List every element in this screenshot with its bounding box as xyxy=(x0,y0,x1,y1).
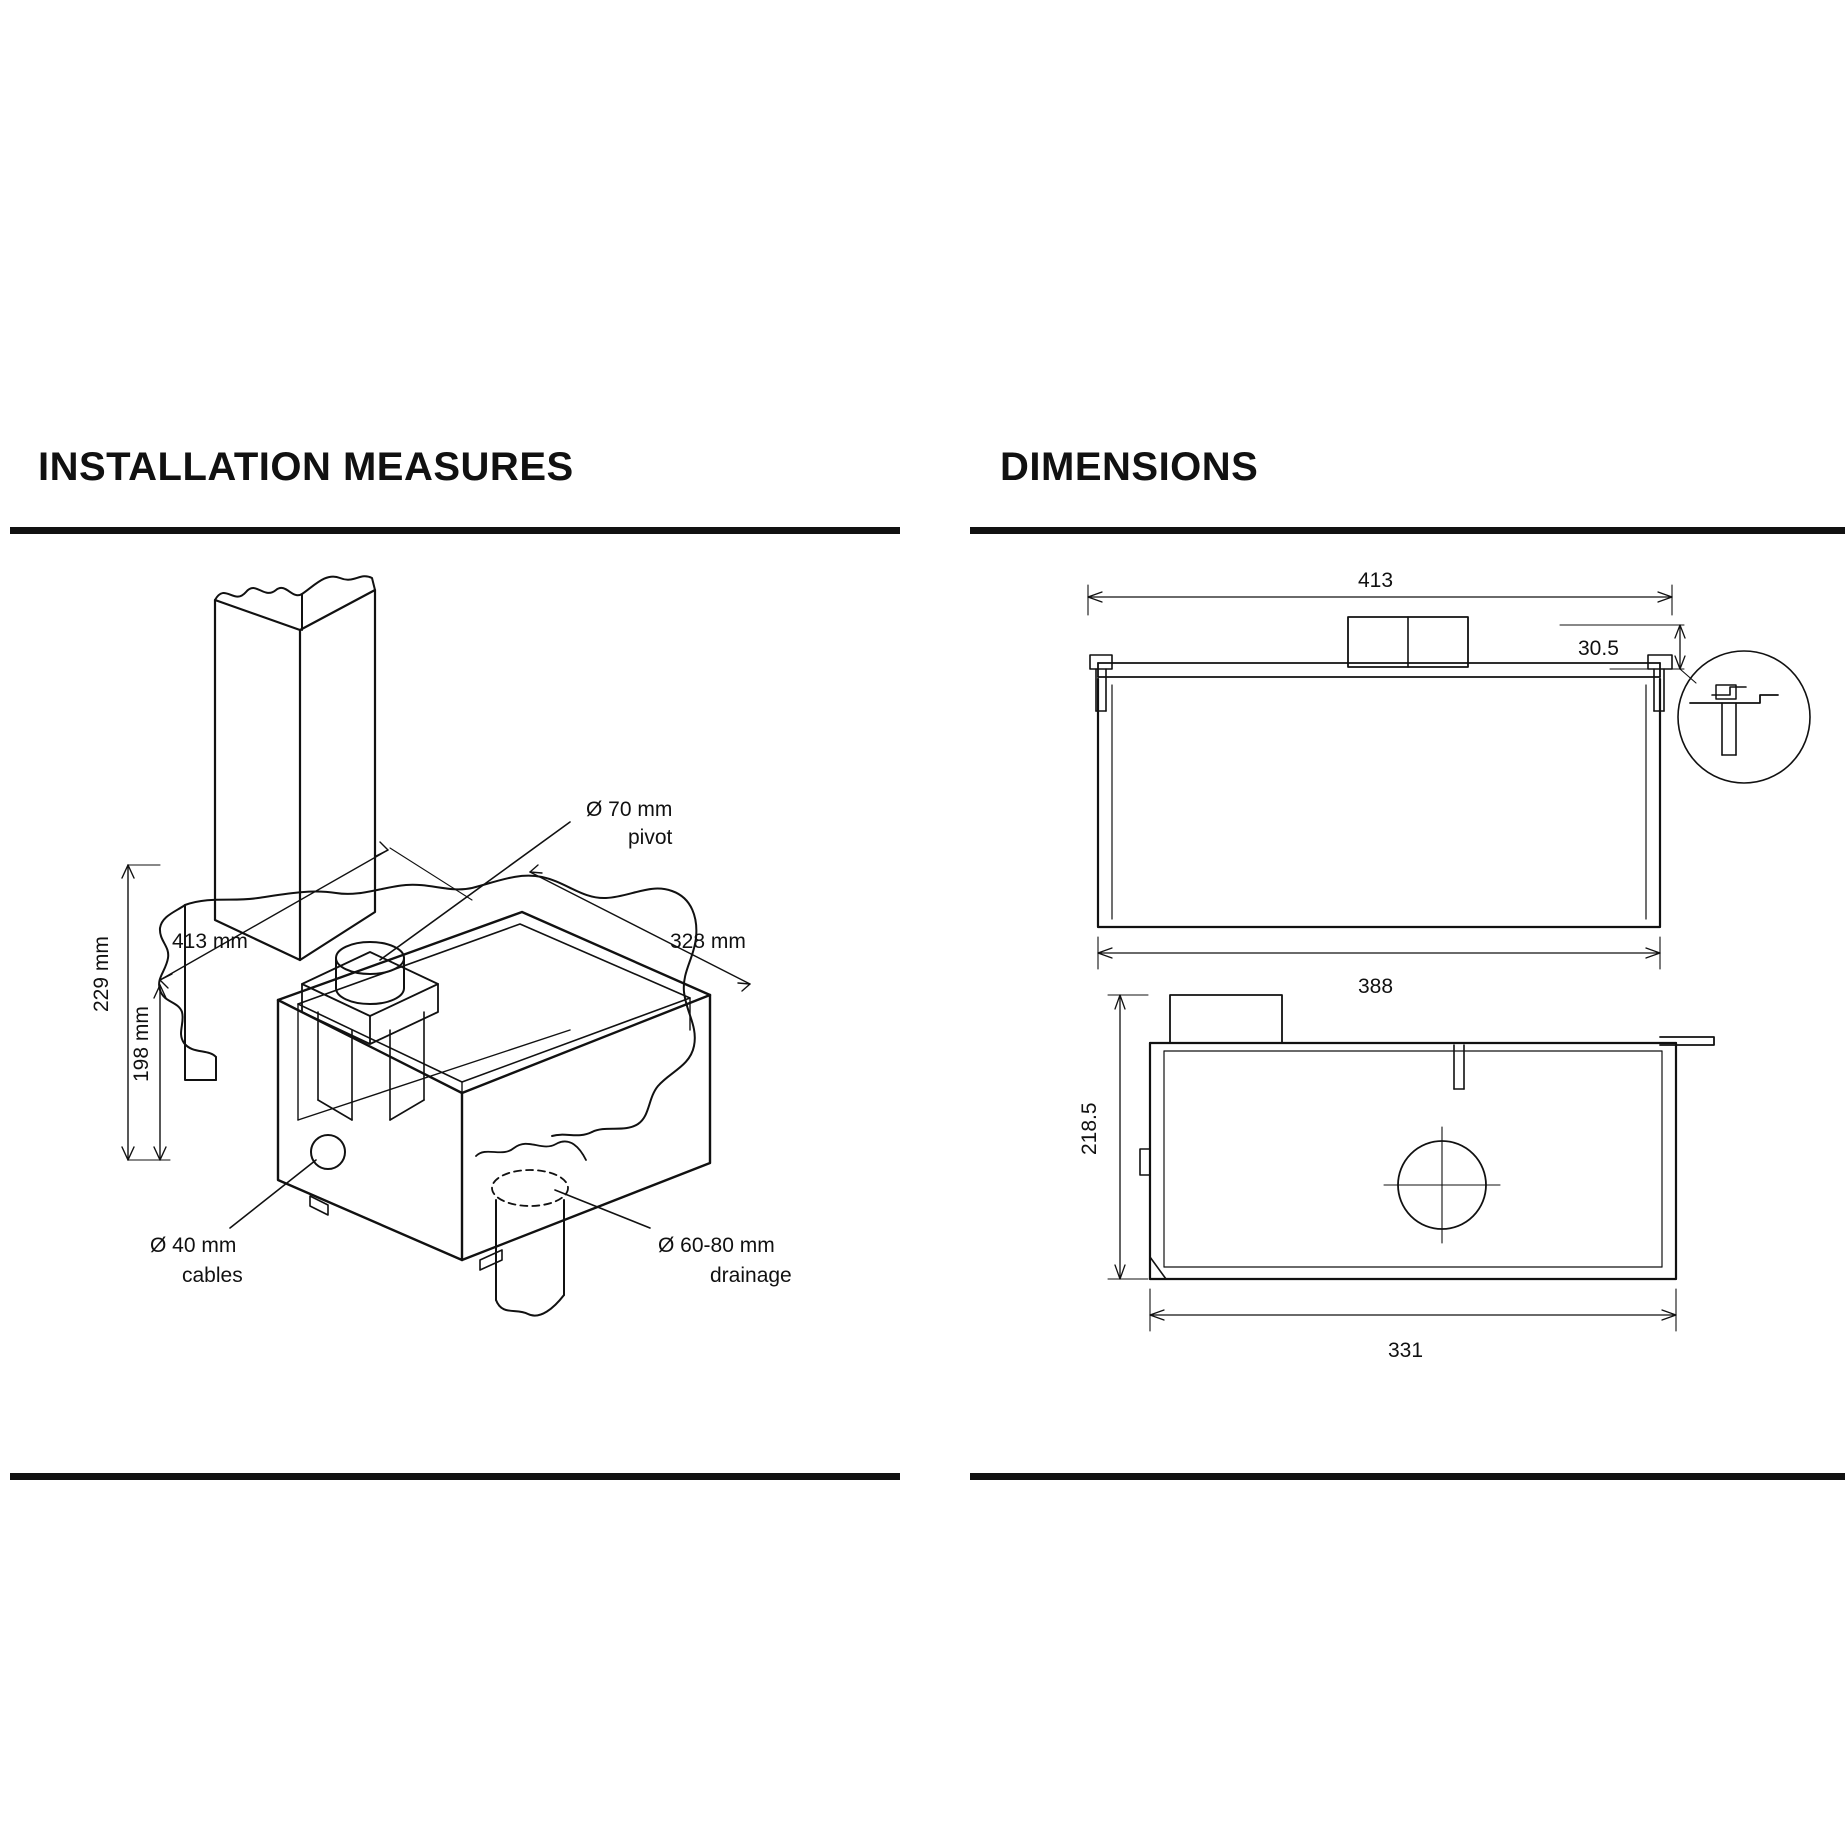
panel-title-dimensions: DIMENSIONS xyxy=(1000,445,1259,489)
label-pivot-sub: pivot xyxy=(628,826,673,849)
label-height-229: 229 mm xyxy=(90,936,113,1012)
panel-title-installation-measures: INSTALLATION MEASURES xyxy=(38,445,574,489)
label-inner-width-388: 388 xyxy=(1358,975,1394,998)
label-cables-sub: cables xyxy=(182,1264,243,1287)
installation-measures-drawing xyxy=(10,560,910,1460)
label-drainage-diameter: Ø 60-80 mm xyxy=(658,1234,775,1257)
label-side-width-331: 331 xyxy=(1388,1339,1424,1362)
label-top-width-413: 413 xyxy=(1358,569,1394,592)
label-pivot-diameter: Ø 70 mm xyxy=(586,798,673,821)
dimensions-drawing xyxy=(960,545,1848,1465)
divider-top-left xyxy=(10,527,900,534)
label-width-328: 328 mm xyxy=(670,930,746,953)
divider-bottom-left xyxy=(10,1473,900,1480)
label-drainage-sub: drainage xyxy=(710,1264,792,1287)
label-width-413: 413 mm xyxy=(172,930,248,953)
label-top-offset-30-5: 30.5 xyxy=(1578,637,1619,660)
label-side-height-218-5: 218.5 xyxy=(1078,1102,1101,1155)
divider-bottom-right xyxy=(970,1473,1845,1480)
label-cables-diameter: Ø 40 mm xyxy=(150,1234,237,1257)
divider-top-right xyxy=(970,527,1845,534)
label-height-198: 198 mm xyxy=(130,1006,153,1082)
